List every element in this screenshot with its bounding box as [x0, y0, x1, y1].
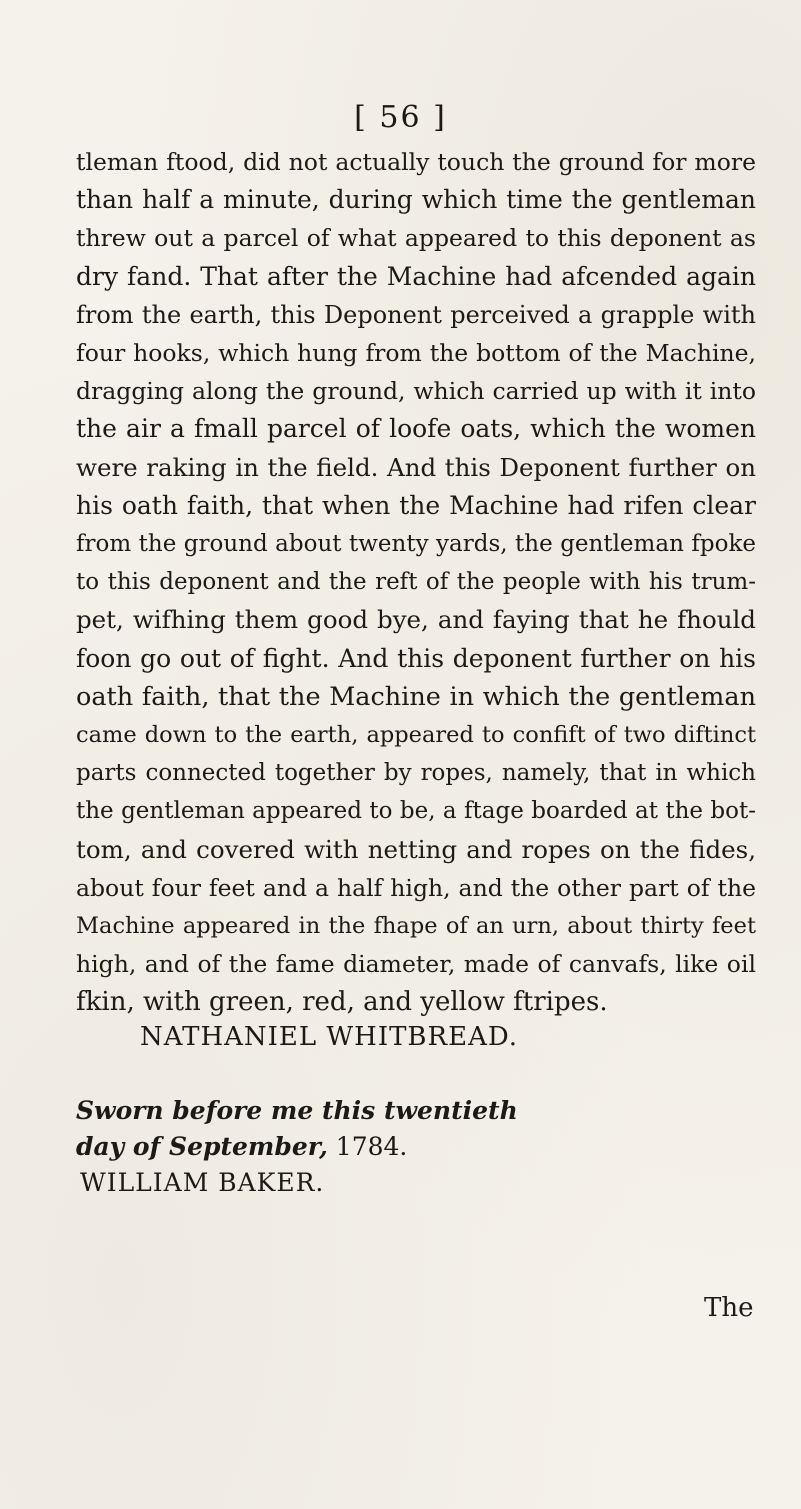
text-line: parts connected together by ropes, namely, that in which — [76, 760, 756, 787]
text-line: Machine appeared in the fhape of an urn, about thirty feet — [76, 913, 756, 940]
catchword: The — [704, 1293, 754, 1323]
text-line: tom, and covered with netting and ropes on the fides, — [76, 834, 756, 864]
text-line: were raking in the field. And this Deponent further on — [76, 452, 756, 482]
text-line: four hooks, which hung from the bottom of the Machine, — [76, 339, 756, 368]
text-line: high, and of the fame diameter, made of canvafs, like oil — [76, 950, 756, 979]
text-line: oath faith, that the Machine in which the gentleman — [76, 681, 756, 712]
sworn-line-2 — [76, 1129, 518, 1165]
text-line: dragging along the ground, which carried up with it into — [76, 377, 756, 406]
page-number: [ 56 ] — [354, 100, 447, 135]
text-line: the gentleman appeared to be, a ftage boarded at the bot- — [76, 798, 756, 825]
sworn-year: 1784. — [327, 1132, 408, 1161]
text-line: from the earth, this Deponent perceived a grapple with — [76, 300, 756, 329]
text-line: foon go out of fight. And this deponent further on his — [76, 643, 756, 673]
text-line: than half a minute, during which time the gentleman — [76, 185, 756, 215]
text-line: to this deponent and the reft of the people with his trum- — [76, 569, 756, 596]
text-line: tleman ftood, did not actually touch the ground for more — [76, 148, 756, 176]
sworn-statement — [76, 1093, 518, 1201]
sworn-line-1: Sworn before me this twentieth — [76, 1096, 518, 1125]
text-line: pet, wifhing them good bye, and faying that he fhould — [76, 605, 756, 635]
witness-name: WILLIAM BAKER. — [80, 1168, 325, 1197]
text-line: the air a fmall parcel of loofe oats, which the women — [76, 414, 756, 444]
text-line: his oath faith, that when the Machine had rifen clear — [76, 490, 756, 520]
text-line: about four feet and a half high, and the other part of the — [76, 873, 756, 902]
text-line: came down to the earth, appeared to confift of two diftinct — [76, 722, 756, 749]
deponent-signature: NATHANIEL WHITBREAD. — [140, 1022, 519, 1052]
text-line: from the ground about twenty yards, the gentleman fpoke — [76, 531, 756, 558]
text-line: fkin, with green, red, and yellow ftripes. — [76, 987, 608, 1018]
deposition-text — [76, 143, 756, 1022]
text-line: threw out a parcel of what appeared to this deponent as — [76, 224, 756, 253]
sworn-date: day of September, — [76, 1132, 328, 1161]
text-line: dry fand. That after the Machine had afcended again — [76, 261, 756, 291]
